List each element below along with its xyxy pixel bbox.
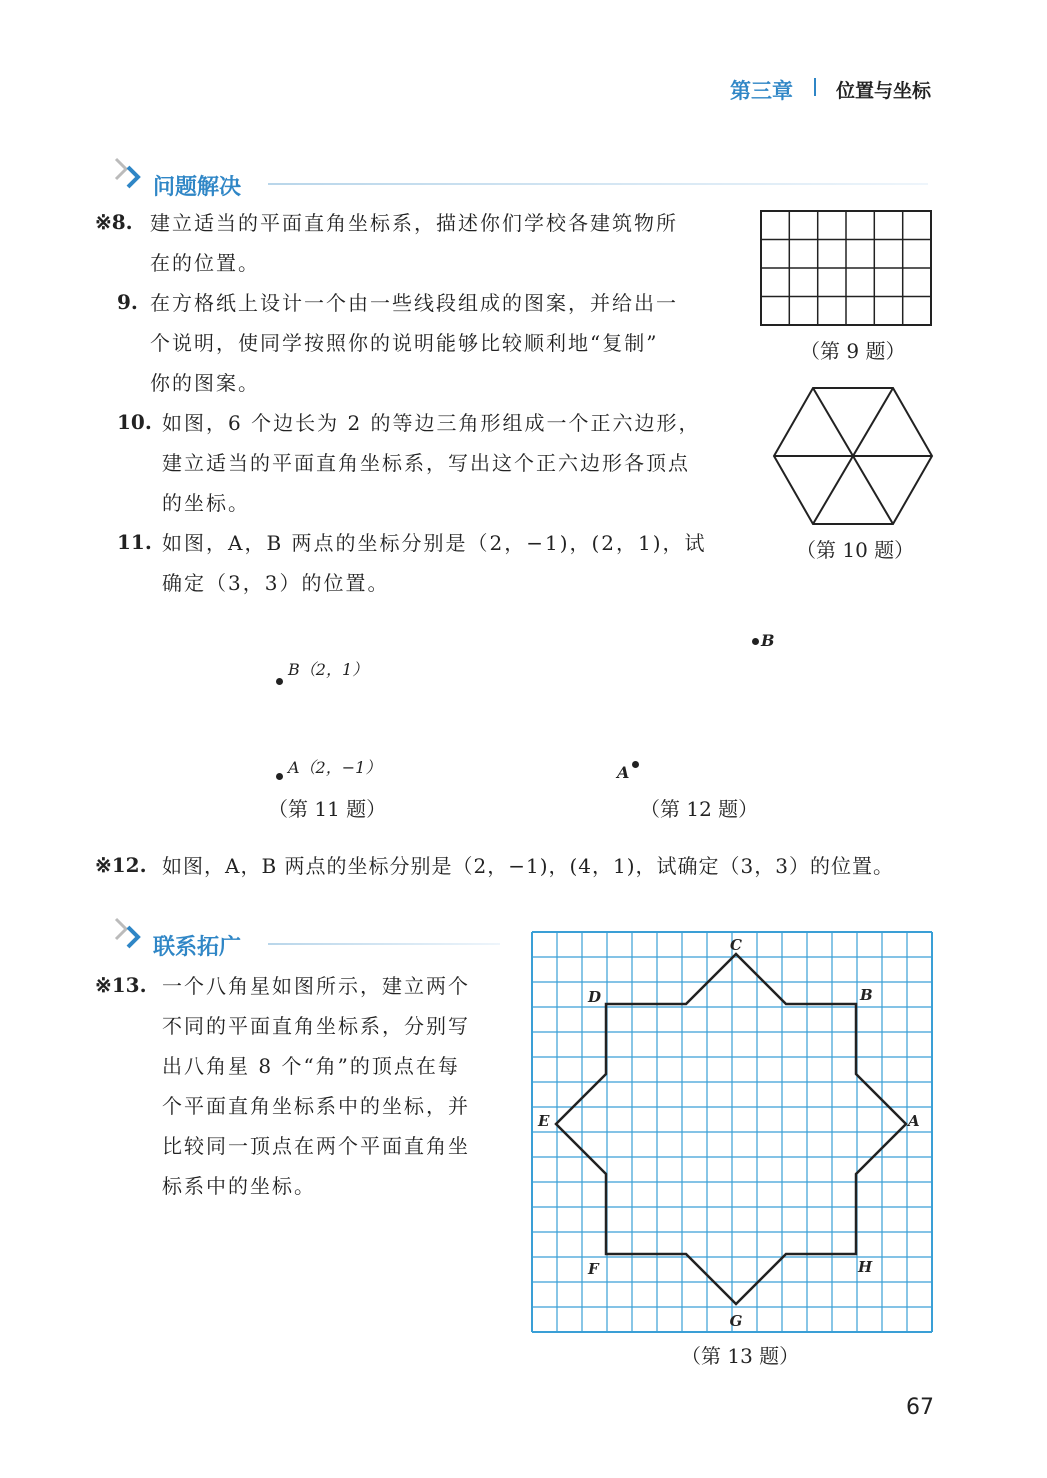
figure-13-caption: （第 13 题） xyxy=(681,1344,800,1368)
header-separator xyxy=(814,78,816,96)
section-divider xyxy=(268,943,500,945)
figure-10-caption: （第 10 题） xyxy=(796,538,915,562)
point-a-12 xyxy=(632,761,639,768)
question-13-text: 一个八角星如图所示，建立两个 不同的平面直角坐标系，分别写 出八角星 8 个“角”的顶点在每 个平面直角坐标系中的坐标，并 比较同一顶点在两个平面直角坐 标系中的坐标。 xyxy=(162,974,470,1198)
vertex-label-f: F xyxy=(588,1260,599,1278)
section-title-problem-solving: 问题解决 xyxy=(153,175,242,200)
question-number-13: ※13. xyxy=(95,973,147,997)
vertex-labels xyxy=(537,936,920,1330)
question-12-text: 如图，A，B 两点的坐标分别是（2，−1)，(4，1)，试确定（3，3）的位置。 xyxy=(162,854,895,878)
page-number: 67 xyxy=(906,1395,934,1420)
question-11-text: 如图，A，B 两点的坐标分别是（2，−1)，(2，1)，试 确定（3，3）的位置。 xyxy=(162,531,707,595)
chevron-icon xyxy=(112,155,152,191)
question-9-text: 在方格纸上设计一个由一些线段组成的图案，并给出一 个说明，使同学按照你的说明能够比较顺利地“复制” 你的图案。 xyxy=(150,291,678,395)
vertex-label-b: B xyxy=(860,986,873,1004)
figure-9-caption: （第 9 题） xyxy=(800,339,906,363)
question-number-8: ※8. xyxy=(95,210,133,234)
vertex-label-h: H xyxy=(858,1258,873,1276)
figure-10-hexagon xyxy=(770,385,936,527)
chapter-title: 位置与坐标 xyxy=(836,80,932,102)
point-a-label: A（2，−1） xyxy=(288,758,382,777)
chapter-label: 第三章 xyxy=(730,79,793,103)
question-number-12: ※12. xyxy=(95,853,147,877)
point-b-label: B（2，1） xyxy=(288,660,369,679)
vertex-label-a: A xyxy=(908,1112,920,1130)
question-10-text: 如图，6 个边长为 2 的等边三角形组成一个正六边形， 建立适当的平面直角坐标系，写出这个正六边形各顶点 的坐标。 xyxy=(162,411,701,515)
vertex-label-d: D xyxy=(588,988,602,1006)
point-b xyxy=(276,678,283,685)
vertex-label-g: G xyxy=(729,1312,743,1330)
figure-11-caption: （第 11 题） xyxy=(268,797,387,821)
question-number-10: 10. xyxy=(117,410,152,434)
question-8-text: 建立适当的平面直角坐标系，描述你们学校各建筑物所 在的位置。 xyxy=(150,211,678,275)
section-divider xyxy=(268,183,928,185)
point-a xyxy=(276,773,283,780)
figure-12-caption: （第 12 题） xyxy=(640,797,759,821)
point-a-12-label: A xyxy=(617,763,630,782)
vertex-label-e: E xyxy=(538,1112,550,1130)
point-b-12 xyxy=(752,638,759,645)
figure-9-grid xyxy=(760,210,934,328)
section-title-extension: 联系拓广 xyxy=(153,935,242,960)
figure-13-octagram xyxy=(530,930,934,1334)
question-number-9: 9. xyxy=(117,290,138,314)
point-b-12-label: B xyxy=(761,631,775,650)
question-number-11: 11. xyxy=(117,530,152,554)
vertex-label-c: C xyxy=(730,936,742,954)
chevron-icon xyxy=(112,915,152,951)
